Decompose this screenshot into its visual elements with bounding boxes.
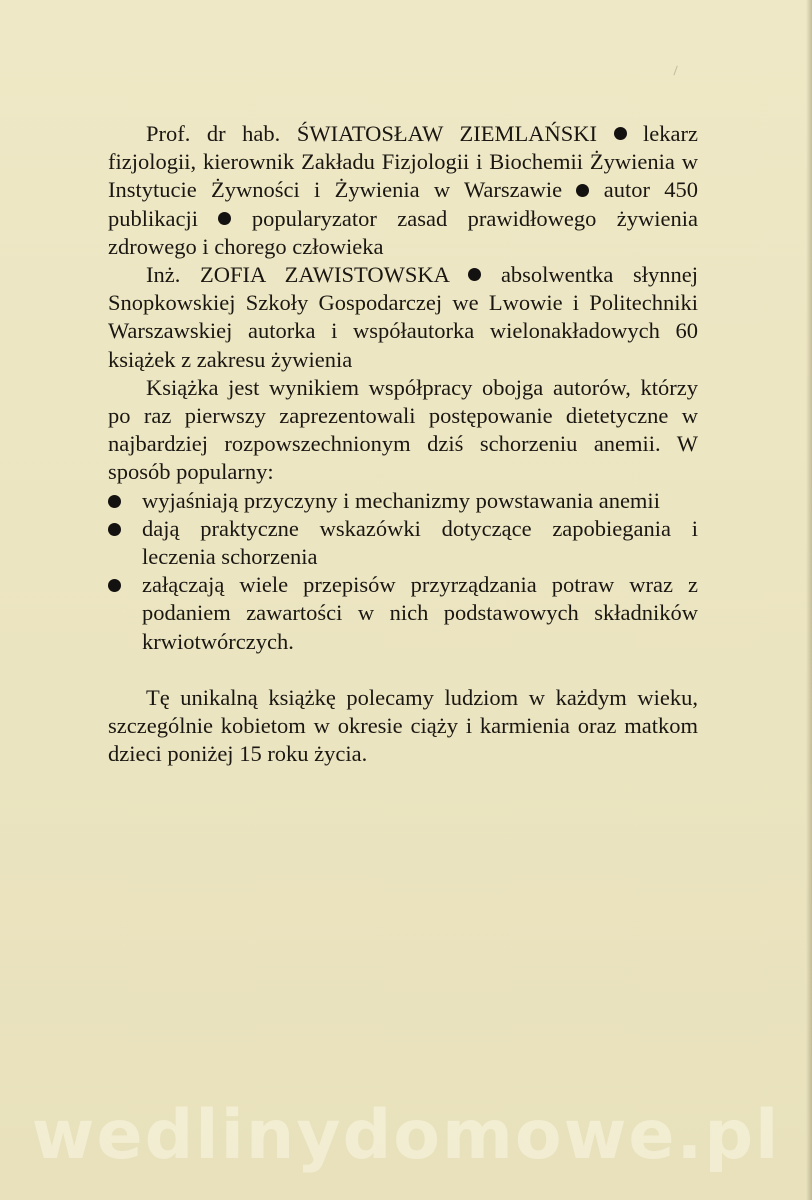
spacer (108, 656, 698, 684)
book-intro: Książka jest wynikiem współpracy obojga autorów, którzy po raz pierwszy zaprezentowali postępowanie dietetyczne w najbardziej rozpowszechnionym dziś schorzeniu anemii. W sposób popularny: (108, 374, 698, 485)
watermark: wedlinydomowe.pl (31, 1096, 781, 1175)
page-edge (806, 0, 812, 1200)
author-2-name: Inż. ZOFIA ZAWISTOWSKA (146, 262, 449, 288)
paper-mark (673, 66, 680, 77)
bullet-dot-icon (108, 523, 121, 536)
cover-text (108, 120, 698, 768)
list-item-text: załączają wiele przepisów przyrządzania potraw wraz z podaniem zawartości w nich podstawowych składników krwiotwórczych. (142, 572, 698, 654)
author-1-paragraph (108, 120, 698, 261)
bullet-dot-icon (108, 495, 121, 508)
bullet-dot-icon (468, 268, 481, 281)
list-item (108, 571, 698, 656)
author-1-description: lekarz fizjologii, kierownik Zakładu Fizjologii i Biochemii Żywienia w Instytucie Żywności i Żywienia w Warszawie (108, 121, 698, 203)
author-1-popularizer: popularyzator zasad prawidłowego żywienia zdrowego i chorego człowieka (108, 205, 699, 259)
list-item (108, 515, 698, 571)
author-2-education: absolwentka słynnej Snopkowskiej Szkoły Gospodarczej we Lwowie i Politechniki Warszawskiej (108, 262, 699, 344)
list-item-text: wyjaśniają przyczyny i mechanizmy powstawania anemii (142, 487, 660, 513)
book-features-list (108, 487, 698, 656)
bullet-dot-icon (218, 212, 231, 225)
book-recommendation: Tę unikalną książkę polecamy ludziom w każdym wieku, szczególnie kobietom w okresie ciąży i karmienia oraz matkom dzieci poniżej 15 roku życia. (108, 684, 698, 767)
list-item-text: dają praktyczne wskazówki dotyczące zapobiegania i leczenia schorzenia (142, 515, 698, 570)
bullet-dot-icon (108, 579, 121, 592)
author-1-publications: autor 450 publikacji (108, 177, 699, 231)
author-2-books: autorka i współautorka wielonakładowych 60 książek z zakresu żywienia (108, 318, 699, 372)
list-item (108, 487, 698, 515)
bullet-dot-icon (576, 184, 589, 197)
bullet-dot-icon (614, 127, 627, 140)
author-1-name: Prof. dr hab. ŚWIATOSŁAW ZIEMLAŃSKI (146, 121, 597, 146)
author-2-paragraph (108, 261, 698, 374)
